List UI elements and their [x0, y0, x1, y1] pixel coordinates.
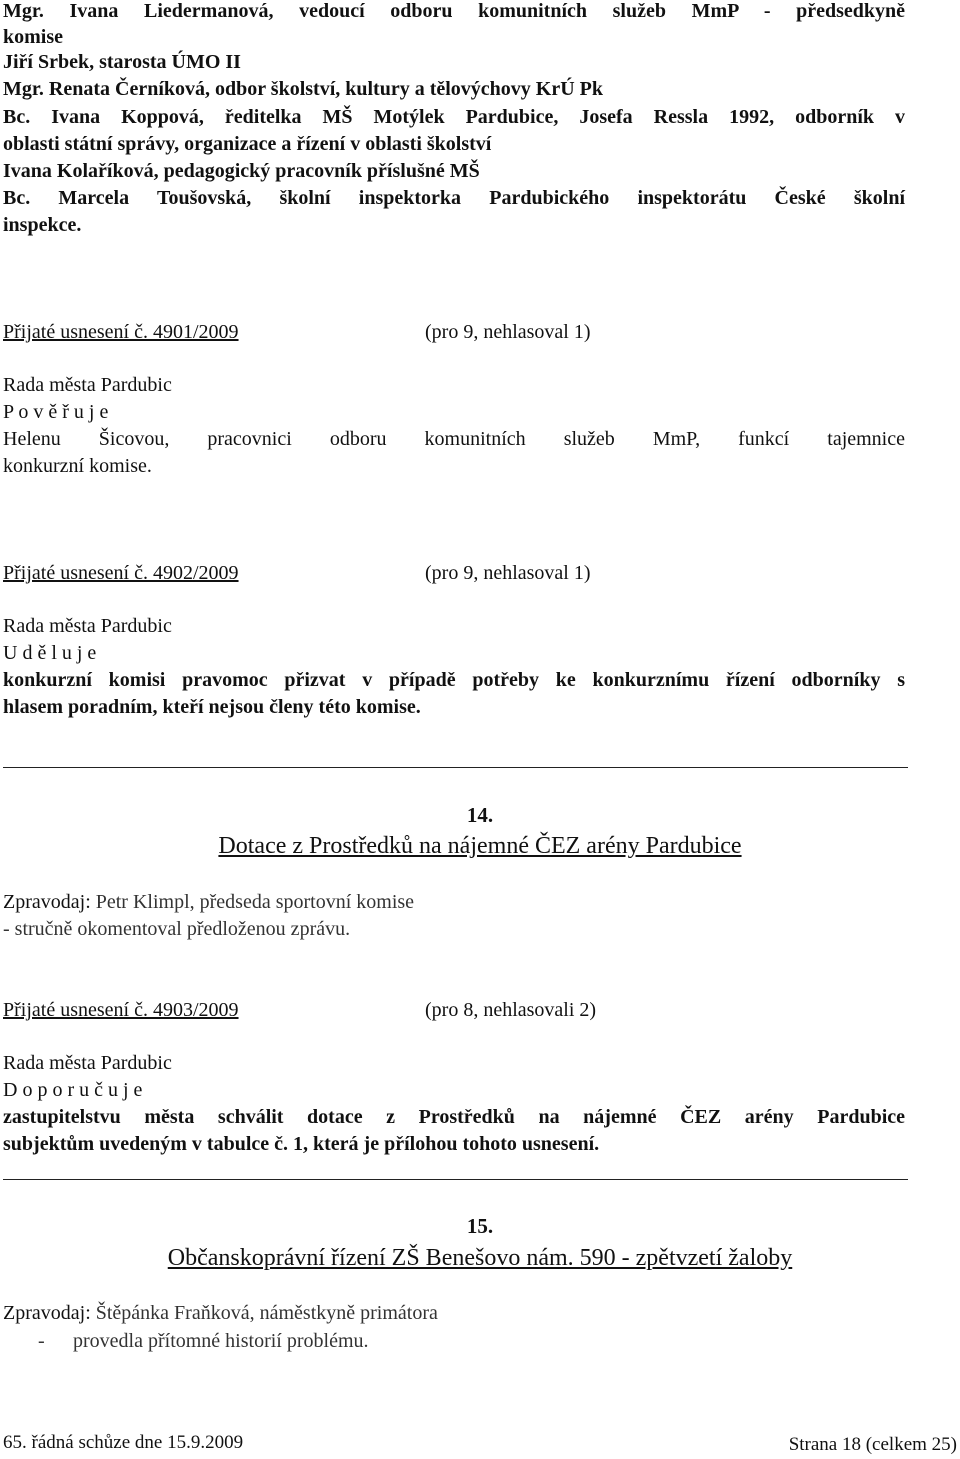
reporter-label: Zpravodaj:: [3, 891, 91, 913]
resolution-vote-4903: (pro 8, nehlasovali 2): [425, 999, 597, 1021]
resolution-text-4903-2: subjektům uvedeným v tabulce č. 1, která je přílohou tohoto usnesení.: [3, 1133, 600, 1155]
resolution-vote-4901: (pro 9, nehlasoval 1): [425, 321, 591, 343]
resolution-verb-4901: P o v ě ř u j e: [3, 401, 109, 423]
intro-line-3: Jiří Srbek, starosta ÚMO II: [3, 51, 241, 73]
resolution-verb-4903: D o p o r u č u j e: [3, 1079, 143, 1101]
item-15-reporter: [3, 1303, 438, 1323]
reporter-name: Petr Klimpl, předseda sportovní komise: [90, 891, 415, 913]
reporter-name: Štěpánka Fraňková, náměstkyně primátora: [90, 1302, 438, 1324]
resolution-label-4901: Přijaté usnesení č. 4901/2009: [3, 321, 239, 343]
resolution-text-4902-2: hlasem poradním, kteří nejsou členy této komise.: [3, 696, 421, 718]
item-15-note: provedla přítomné historií problému.: [73, 1330, 369, 1352]
resolution-text-4901-1: Helenu Šicovou, pracovnici odboru komunitních služeb MmP, funkcí tajemnice: [3, 428, 905, 450]
item-15-number: 15.: [466, 1214, 494, 1238]
resolution-label-4902: Přijaté usnesení č. 4902/2009: [3, 562, 239, 584]
intro-line-6: oblasti státní správy, organizace a řízení v oblasti školství: [3, 133, 492, 155]
resolution-vote-4902: (pro 9, nehlasoval 1): [425, 562, 591, 584]
footer-meeting: 65. řádná schůze dne 15.9.2009: [3, 1432, 244, 1453]
item-14-number: 14.: [466, 803, 494, 827]
resolution-body-4902: Rada města Pardubic: [3, 615, 172, 637]
item-14-title: Dotace z Prostředků na nájemné ČEZ arény Pardubice: [218, 833, 742, 859]
intro-line-9: inspekce.: [3, 214, 82, 236]
resolution-body-4903: Rada města Pardubic: [3, 1052, 172, 1074]
item-14-note: - stručně okomentoval předloženou zprávu.: [3, 918, 351, 940]
footer-page-number: Strana 18 (celkem 25): [788, 1434, 957, 1455]
resolution-body-4901: Rada města Pardubic: [3, 374, 172, 396]
intro-line-8: Bc. Marcela Toušovská, školní inspektorka Pardubického inspektorátu České školní: [3, 187, 905, 209]
intro-line-4: Mgr. Renata Černíková, odbor školství, kultury a tělovýchovy KrÚ Pk: [3, 78, 604, 100]
section-divider-1: [3, 767, 908, 768]
intro-line-2: komise: [3, 26, 63, 48]
resolution-verb-4902: U d ě l u j e: [3, 642, 97, 664]
reporter-label: Zpravodaj:: [3, 1302, 91, 1324]
resolution-text-4903-1: zastupitelstvu města schválit dotace z Prostředků na nájemné ČEZ arény Pardubice: [3, 1106, 905, 1128]
section-divider-2: [3, 1179, 908, 1180]
resolution-text-4902-1: konkurzní komisi pravomoc přizvat v případě potřeby ke konkurznímu řízení odborníky s: [3, 669, 905, 691]
resolution-text-4901-2: konkurzní komise.: [3, 455, 152, 477]
intro-line-5: Bc. Ivana Koppová, ředitelka MŠ Motýlek Pardubice, Josefa Ressla 1992, odborník v: [3, 106, 905, 128]
intro-line-7: Ivana Kolaříková, pedagogický pracovník příslušné MŠ: [3, 160, 480, 182]
intro-line-1: Mgr. Ivana Liedermanová, vedoucí odboru komunitních služeb MmP - předsedkyně: [3, 0, 905, 22]
item-14-reporter: [3, 892, 414, 912]
resolution-label-4903: Přijaté usnesení č. 4903/2009: [3, 999, 239, 1021]
item-15-title: Občanskoprávní řízení ZŠ Benešovo nám. 590 - zpětvzetí žaloby: [167, 1245, 793, 1271]
item-15-note-dash: -: [38, 1330, 45, 1352]
